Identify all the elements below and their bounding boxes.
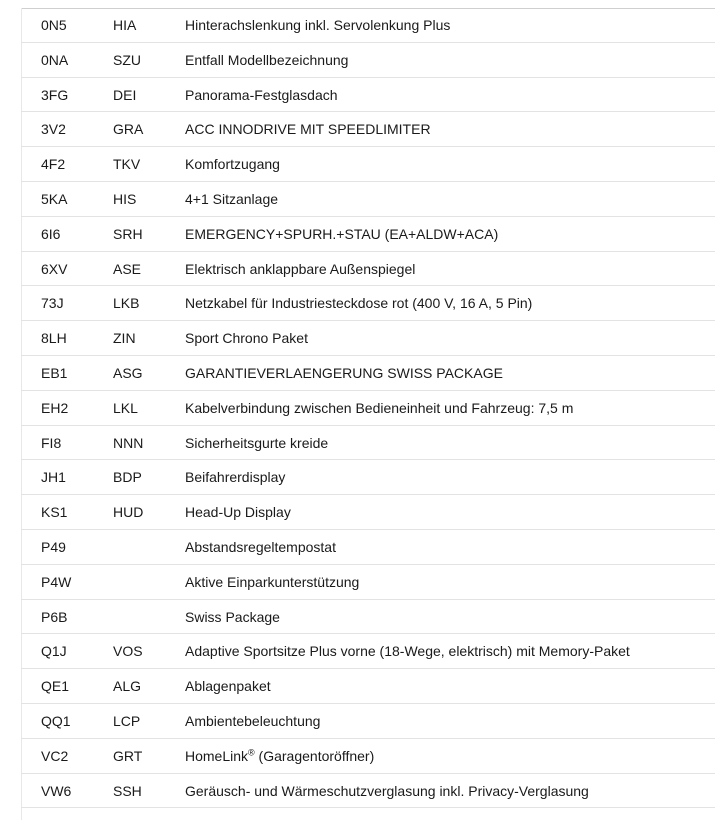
option-description: Ablagenpaket — [185, 678, 271, 695]
table-row — [21, 78, 715, 113]
option-description: Panorama-Festglasdach — [185, 86, 338, 103]
option-description: Swiss Package — [185, 608, 280, 625]
table-row — [21, 8, 715, 43]
option-code: 3FG — [41, 86, 69, 103]
table-row — [21, 426, 715, 461]
pr-code: SZU — [113, 51, 141, 68]
pr-code: VOS — [113, 643, 143, 660]
option-code: P49 — [41, 538, 66, 555]
option-description: Head-Up Display — [185, 504, 291, 521]
option-code: KS1 — [41, 504, 68, 521]
option-code: FI8 — [41, 434, 62, 451]
pr-code: HIS — [113, 190, 137, 207]
option-code: Q1J — [41, 643, 67, 660]
option-code: QE1 — [41, 678, 70, 695]
option-code: 3V2 — [41, 121, 66, 138]
option-code: 4F2 — [41, 156, 66, 173]
option-description: Komfortzugang — [185, 156, 280, 173]
option-description: EMERGENCY+SPURH.+STAU (EA+ALDW+ACA) — [185, 225, 499, 242]
option-code: 0N5 — [41, 17, 67, 33]
table-row — [21, 43, 715, 78]
table-row — [21, 739, 715, 774]
table-row — [21, 774, 715, 809]
table-row — [21, 704, 715, 739]
cropped-header-remnant — [26, 0, 715, 4]
pr-code: ZIN — [113, 330, 136, 347]
option-description: Ambientebeleuchtung — [185, 712, 321, 729]
option-description: Aktive Einparkunterstützung — [185, 573, 360, 590]
table-row — [21, 182, 715, 217]
table-row — [21, 460, 715, 495]
table-row — [21, 634, 715, 669]
pr-code: LKL — [113, 399, 138, 416]
option-code: 8LH — [41, 330, 67, 347]
table-row — [21, 356, 715, 391]
table-row — [21, 252, 715, 287]
pr-code: GRT — [113, 747, 143, 764]
equipment-table — [21, 8, 715, 808]
option-code: P4W — [41, 573, 72, 590]
pr-code: SSH — [113, 782, 142, 799]
pr-code: ASE — [113, 260, 142, 277]
pr-code: NNN — [113, 434, 144, 451]
option-description: 4+1 Sitzanlage — [185, 190, 279, 207]
pr-code: ASG — [113, 364, 143, 381]
option-code: P6B — [41, 608, 68, 625]
homelink-suffix: (Garagentoröffner) — [254, 747, 375, 764]
option-description: Hinterachslenkung inkl. Servolenkung Plus — [185, 17, 451, 33]
table-row — [21, 391, 715, 426]
pr-code: SRH — [113, 225, 143, 242]
pr-code: BDP — [113, 469, 142, 486]
option-description: Elektrisch anklappbare Außenspiegel — [185, 260, 416, 277]
pr-code: HUD — [113, 504, 144, 521]
option-code: EB1 — [41, 364, 68, 381]
table-row — [21, 217, 715, 252]
table-row — [21, 112, 715, 147]
option-description: Beifahrerdisplay — [185, 469, 286, 486]
homelink-label: HomeLink — [185, 747, 249, 764]
option-code: QQ1 — [41, 712, 71, 729]
pr-code: HIA — [113, 17, 137, 33]
table-row — [21, 286, 715, 321]
option-code: 73J — [41, 295, 64, 312]
table-row — [21, 669, 715, 704]
table-row — [21, 321, 715, 356]
option-description: Kabelverbindung zwischen Bedieneinheit und Fahrzeug: 7,5 m — [185, 399, 574, 416]
option-code: VW6 — [41, 782, 72, 799]
option-code: VC2 — [41, 747, 69, 764]
option-description: Geräusch- und Wärmeschutzverglasung inkl. Privacy-Verglasung — [185, 782, 589, 799]
pr-code: DEI — [113, 86, 137, 103]
option-code: 6I6 — [41, 225, 61, 242]
option-description: Netzkabel für Industriesteckdose rot (400 V, 16 A, 5 Pin) — [185, 295, 533, 312]
option-description — [185, 739, 710, 774]
option-code: EH2 — [41, 399, 69, 416]
option-description: Abstandsregeltempostat — [185, 538, 336, 555]
option-description: GARANTIEVERLAENGERUNG SWISS PACKAGE — [185, 364, 503, 381]
pr-code: LCP — [113, 712, 141, 729]
pr-code: TKV — [113, 156, 141, 173]
registered-mark: ® — [248, 747, 255, 758]
option-code: JH1 — [41, 469, 66, 486]
table-row — [21, 147, 715, 182]
option-description: Sicherheitsgurte kreide — [185, 434, 329, 451]
option-description: Adaptive Sportsitze Plus vorne (18-Wege, elektrisch) mit Memory-Paket — [185, 643, 630, 660]
pr-code: LKB — [113, 295, 140, 312]
table-row — [21, 495, 715, 530]
option-description: Entfall Modellbezeichnung — [185, 51, 349, 68]
table-row — [21, 565, 715, 600]
table-row — [21, 530, 715, 565]
table-row — [21, 600, 715, 635]
option-code: 5KA — [41, 190, 68, 207]
pr-code: ALG — [113, 678, 142, 695]
option-description: ACC INNODRIVE MIT SPEEDLIMITER — [185, 121, 431, 138]
option-code: 0NA — [41, 51, 69, 68]
option-description: Sport Chrono Paket — [185, 330, 308, 347]
option-code: 6XV — [41, 260, 68, 277]
pr-code: GRA — [113, 121, 144, 138]
